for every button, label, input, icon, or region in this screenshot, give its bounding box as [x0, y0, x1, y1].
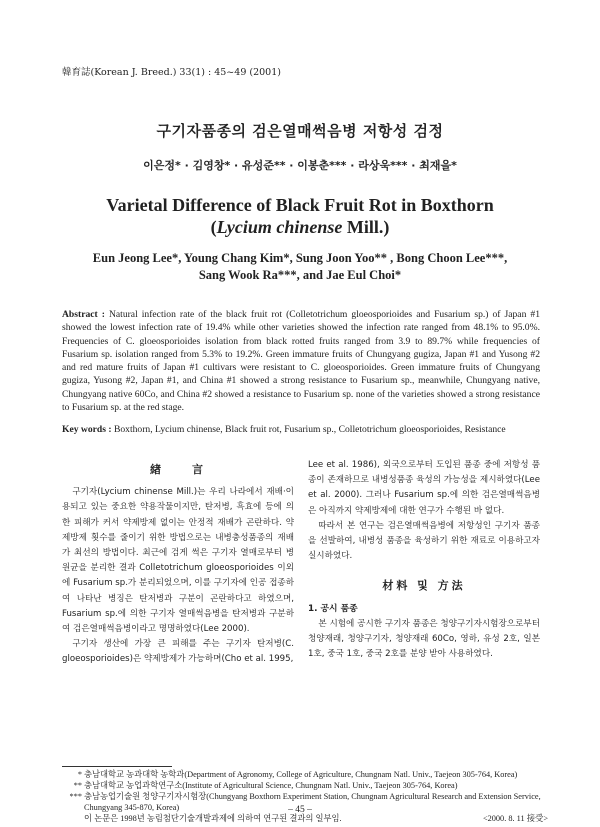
methods-paragraph-1: 본 시험에 공시한 구기자 품종은 청양구기자시험장으로부터 청양재래, 청양구기자, 청양재래 60Co, 영하, 유성 2호, 일본 1호, 중국 1호, 중국 2호를 분양 받아 사용하였다.	[308, 618, 540, 660]
footnote-divider	[62, 766, 172, 767]
korean-authors: 이은정* · 김영창* · 유성준** · 이봉춘*** · 라상욱*** · 최재을*	[143, 159, 457, 172]
english-authors	[60, 250, 540, 284]
footnote-mark: *	[77, 770, 82, 779]
english-title	[0, 194, 600, 238]
introduction-heading: 緖 言	[150, 463, 206, 476]
footnote-text: 충남농업기술원 청양구기자시험장(Chungyang Boxthorn Experiment Station, Chungnam Agricultural Research and Extension Service, Chungyang 345-870, Korea)	[84, 792, 541, 812]
introduction-paragraph-3: 따라서 본 연구는 검은열매썩음병에 저항성인 구기자 품종을 선발하여, 내병성 품종을 육성하기 위한 재료로 이용하고자 실시하였다.	[308, 520, 540, 562]
footnote	[62, 780, 548, 791]
keywords	[62, 423, 540, 436]
abstract-text: Natural infection rate of the black fruit rot (Colletotrichum gloeosporioides and Fusarium sp.) of Japan #1 showed the lowest infection rate of 19.4% while other varieties showed the infection rate ranged from 48.1% to 95.0%. Frequencies of C. gloeosporioides isolation from black rotted fruits ranged from 3.9 to 89.7% while frequencies of Fusarium sp. isolation ranged from 5.3% to 19.2%. Green immature fruits of Chungyang gugiza, Japan #1 and Yusong #2 and red mature fruits of Japan #1 cultivars were resistant to C. gloeosporioides. Green immature fruits of Chungyang gugiza, Yusong #2, Japan #1, and China #1 showed a strong resistance to Fusarium sp., meanwhile, Chungyang native, Chungyang native 60Co, and China #2 showed a resistance to Fusarium sp. none of the varieties showed a strong resistance to Fusarium sp. at the red stage.	[62, 309, 540, 414]
page-number: – 45 –	[288, 805, 312, 815]
abstract	[62, 308, 540, 414]
english-authors-line2: Sang Wook Ra***, and Jae Eul Choi*	[198, 268, 402, 282]
english-authors-line1: Eun Jeong Lee*, Young Chang Kim*, Sung Joon Yoo** , Bong Choon Lee***,	[92, 251, 508, 265]
keywords-label: Key words :	[62, 424, 112, 435]
footnote	[62, 769, 548, 780]
introduction-continued: Lee et al. 1986), 외국으로부터 도입된 품종 중에 저항성 품종이 존재하므로 내병성품종 육성의 가능성을 제시하였다(Lee et al. 2000). 그러나 Fusarium sp.에 의한 검은열매썩음병은 아직까지 약제방제에 대한 연구가 수행된 바 없다.	[308, 460, 540, 516]
methods-subheading: 1. 공시 품종	[308, 603, 358, 614]
footnotes	[62, 769, 548, 824]
keywords-text: Boxthorn, Lycium chinense, Black fruit rot, Fusarium sp., Colletotrichum gloeosporioides, Resistance	[113, 424, 506, 435]
right-column	[308, 458, 540, 662]
footnote-mark: **	[73, 781, 82, 790]
english-title-line2: (Lycium chinense Mill.)	[210, 217, 390, 237]
introduction-paragraph-2: 구기자 생산에 가장 큰 피해를 주는 구기자 탄저병(C. gloeosporioides)은 약제방제가 가능하며(Cho et al. 1995,	[62, 639, 294, 665]
funding-note: 이 논문은 1998년 농림첨단기술개발과제에 의하여 연구된 결과의 일부임.	[84, 814, 342, 823]
footnote-mark: ***	[69, 792, 82, 801]
english-title-line1: Varietal Difference of Black Fruit Rot in Boxthorn	[106, 195, 494, 215]
abstract-label: Abstract :	[62, 309, 105, 320]
journal-citation: 韓育誌(Korean J. Breed.) 33(1) : 45~49 (2001)	[62, 67, 281, 78]
footnote-text: 충남대학교 농과대학 농학과(Department of Agronomy, College of Agriculture, Chungnam Natl. Univ., Taejeon 305-764, Korea)	[84, 770, 518, 779]
footnote-text: 충남대학교 농업과학연구소(Institute of Agricultural Science, Chungnam Natl. Univ., Taejeon 305-764, Korea)	[84, 781, 458, 790]
left-column	[62, 458, 294, 668]
korean-title: 구기자품종의 검은열매썩음병 저항성 검정	[156, 122, 444, 140]
methods-heading: 材料 및 方法	[382, 579, 466, 593]
introduction-paragraph-1: 구기자(Lycium chinense Mill.)는 우리 나라에서 재배·이용되고 있는 중요한 약용작물이지만, 탄저병, 흑효에 등에 의한 피해가 커서 약제방제 없이는 안정적 재배가 곤란하다. 약제방제 횟수를 줄이기 위한 방법으로는 내병충성품종의 재배가 최선의 방법이다. 최근에 검게 썩은 구기자 열매로부터 병원균을 분리한 결과 Colletotrichum gloeosporioides 이외에 Fusarium sp.가 분리되었으며, 이를 구기자에 인공 접종하여 나타난 병징은 탄저병과 구분이 곤란하다고 하였으며, Fusarium sp.에 의한 구기자 열매썩음병을 탄저병과 구분하여 검은열매썩음병이라고 명명하였다(Lee 2000).	[62, 487, 294, 635]
received-date: <2000. 8. 11 接受>	[482, 814, 548, 823]
